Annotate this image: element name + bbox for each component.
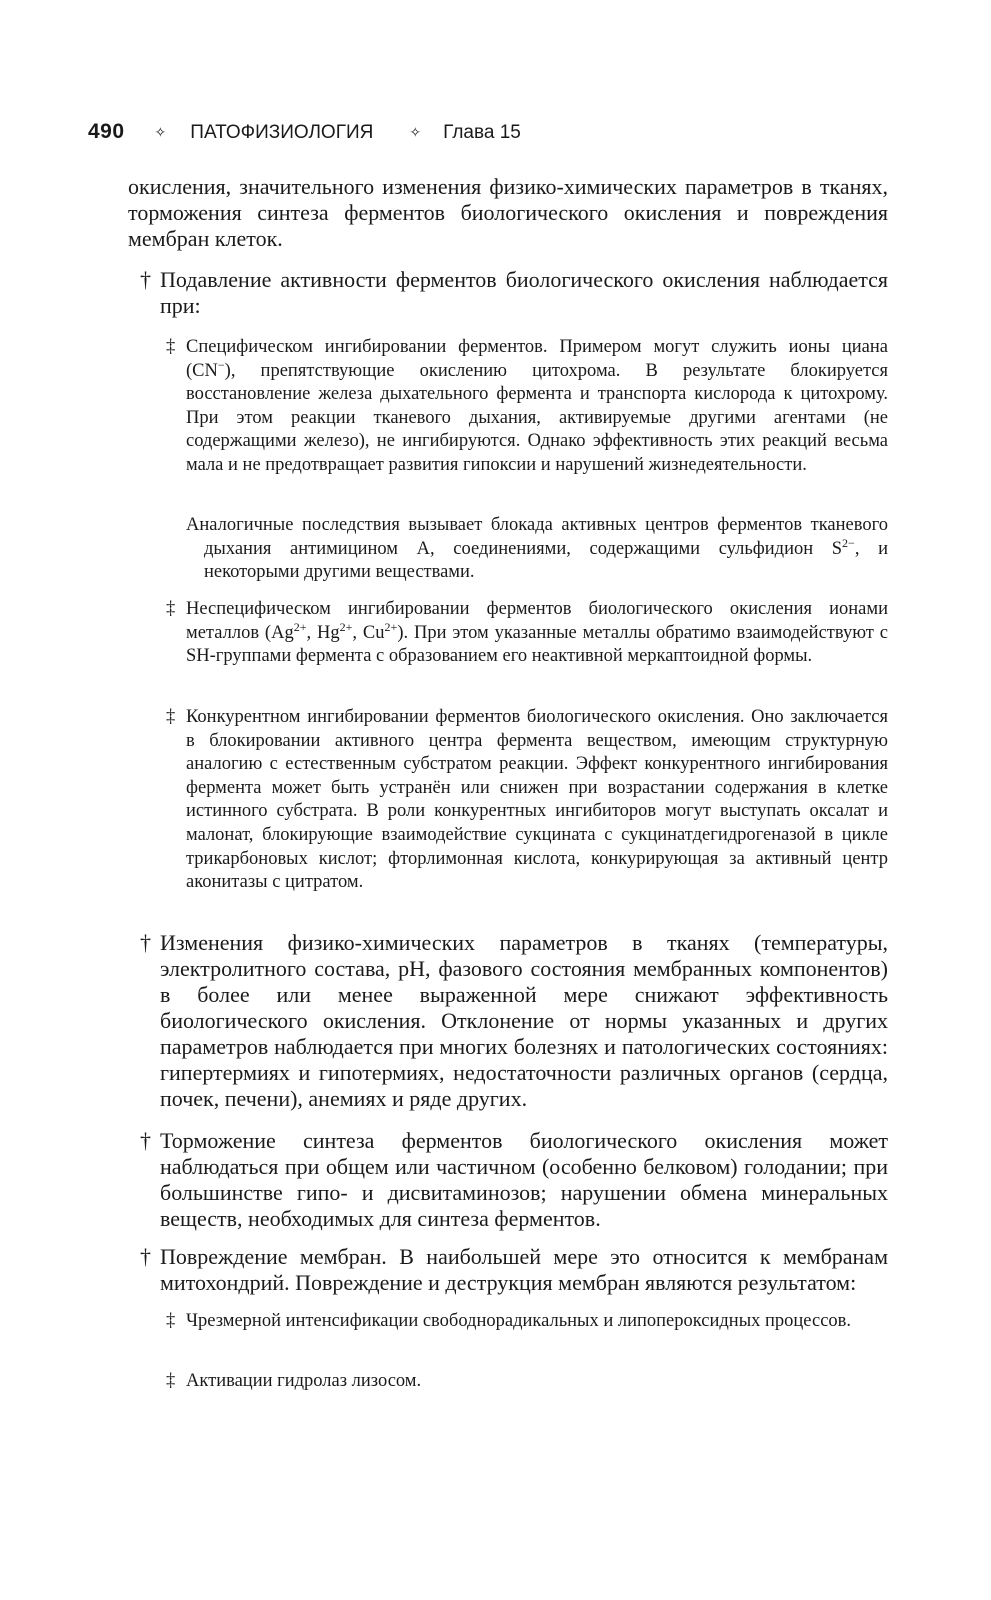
hydrolase-activation-paragraph: Активации гидролаз лизосом.: [186, 1371, 422, 1391]
synthesis-inhibition-paragraph: Торможение синтеза ферментов биологического окисления может наблюдаться при общем или частичном (особенно белковом) голодании; при большинстве гипо- и дисвитаминозов; нарушении обмена минеральных веществ, необходимых для синтеза ферментов.: [160, 1128, 888, 1231]
specific-inhibition-paragraph: Специфическом ингибировании ферментов. Примером могут служить ионы циана (CN−), препятствующие окислению цитохрома. В результате блокируется восстановление железа дыхательного фермента и транспорта кислорода к цитохрому. При этом реакции тканевого дыхания, активируемые другими агентами (не содержащими железо), не ингибируются. Однако эффективность этих реакций весьма мала и не предотвращает развития гипоксии и нарушений жизнедеятельности.: [186, 337, 888, 475]
nonspecific-inhibition-paragraph: Неспецифическом ингибировании ферментов биологического окисления ионами металлов ($Ag^{2+}$, $Hg^{2+}$, $Cu^{2+}$). При этом указанные металлы обратимо взаимодействуют с SH-группами фермента с образованием его неактивной меркаптоидной формы.: [186, 599, 888, 667]
double-dagger-marker: ‡: [166, 599, 176, 619]
analog-effects-paragraph: Аналогичные последствия вызывает блокада активных центров ферментов тканевого дыхания антимицином А, соединениями, содержащими сульфидион $S^{2-}$, и некоторыми другими веществами.: [186, 515, 889, 583]
diamond-icon: ✧: [409, 124, 422, 140]
membrane-damage-paragraph: Повреждение мембран. В наибольшей мере это относится к мембранам митохондрий. Повреждение и деструкция мембран являются результатом:: [160, 1244, 888, 1295]
diamond-icon: ✧: [154, 124, 167, 140]
double-dagger-marker: ‡: [166, 1371, 176, 1391]
dagger-marker: †: [140, 1244, 151, 1269]
running-header: [88, 118, 908, 146]
dagger-marker: †: [140, 930, 151, 955]
dagger-marker: †: [140, 1128, 151, 1153]
book-title: ПАТОФИЗИОЛОГИЯ: [190, 122, 374, 143]
double-dagger-marker: ‡: [166, 337, 176, 357]
competitive-inhibition-paragraph: Конкурентном ингибировании ферментов биологического окисления. Оно заключается в блокировании активного центра фермента веществом, имеющим структурную аналогию с естественным субстратом реакции. Эффект конкурентного ингибирования фермента может быть устранён или снижен при возрастании содержания в клетке истинного субстрата. В роли конкурентных ингибиторов могут выступать оксалат и малонат, блокирующие взаимодействие сукцината с сукцинатдегидрогеназой в цикле трикарбоновых кислот; фторлимонная кислота, конкурирующая за активный центр аконитазы с цитратом.: [186, 707, 888, 893]
double-dagger-marker: ‡: [166, 707, 176, 727]
page-number: 490: [88, 120, 125, 143]
excessive-intensification-paragraph: Чрезмерной интенсификации свободнорадикальных и липопероксидных процессов.: [186, 1311, 852, 1331]
intro-paragraph: окисления, значительного изменения физико-химических параметров в тканях, торможения синтеза ферментов биологического окисления и повреждения мембран клеток.: [128, 174, 888, 251]
suppression-paragraph: Подавление активности ферментов биологического окисления наблюдается при:: [160, 267, 888, 318]
dagger-marker: †: [140, 267, 151, 292]
double-dagger-marker: ‡: [166, 1311, 176, 1331]
chapter-label: Глава 15: [443, 122, 521, 143]
physchem-changes-paragraph: Изменения физико-химических параметров в тканях (температуры, электролитного состава, pH, фазового состояния мембранных компонентов) в более или менее выраженной мере снижают эффективность биологического окисления. Отклонение от нормы указанных и других параметров наблюдается при многих болезнях и патологических состояниях: гипертермиях и гипотермиях, недостаточности различных органов (сердца, почек, печени), анемиях и ряде других.: [160, 930, 888, 1111]
